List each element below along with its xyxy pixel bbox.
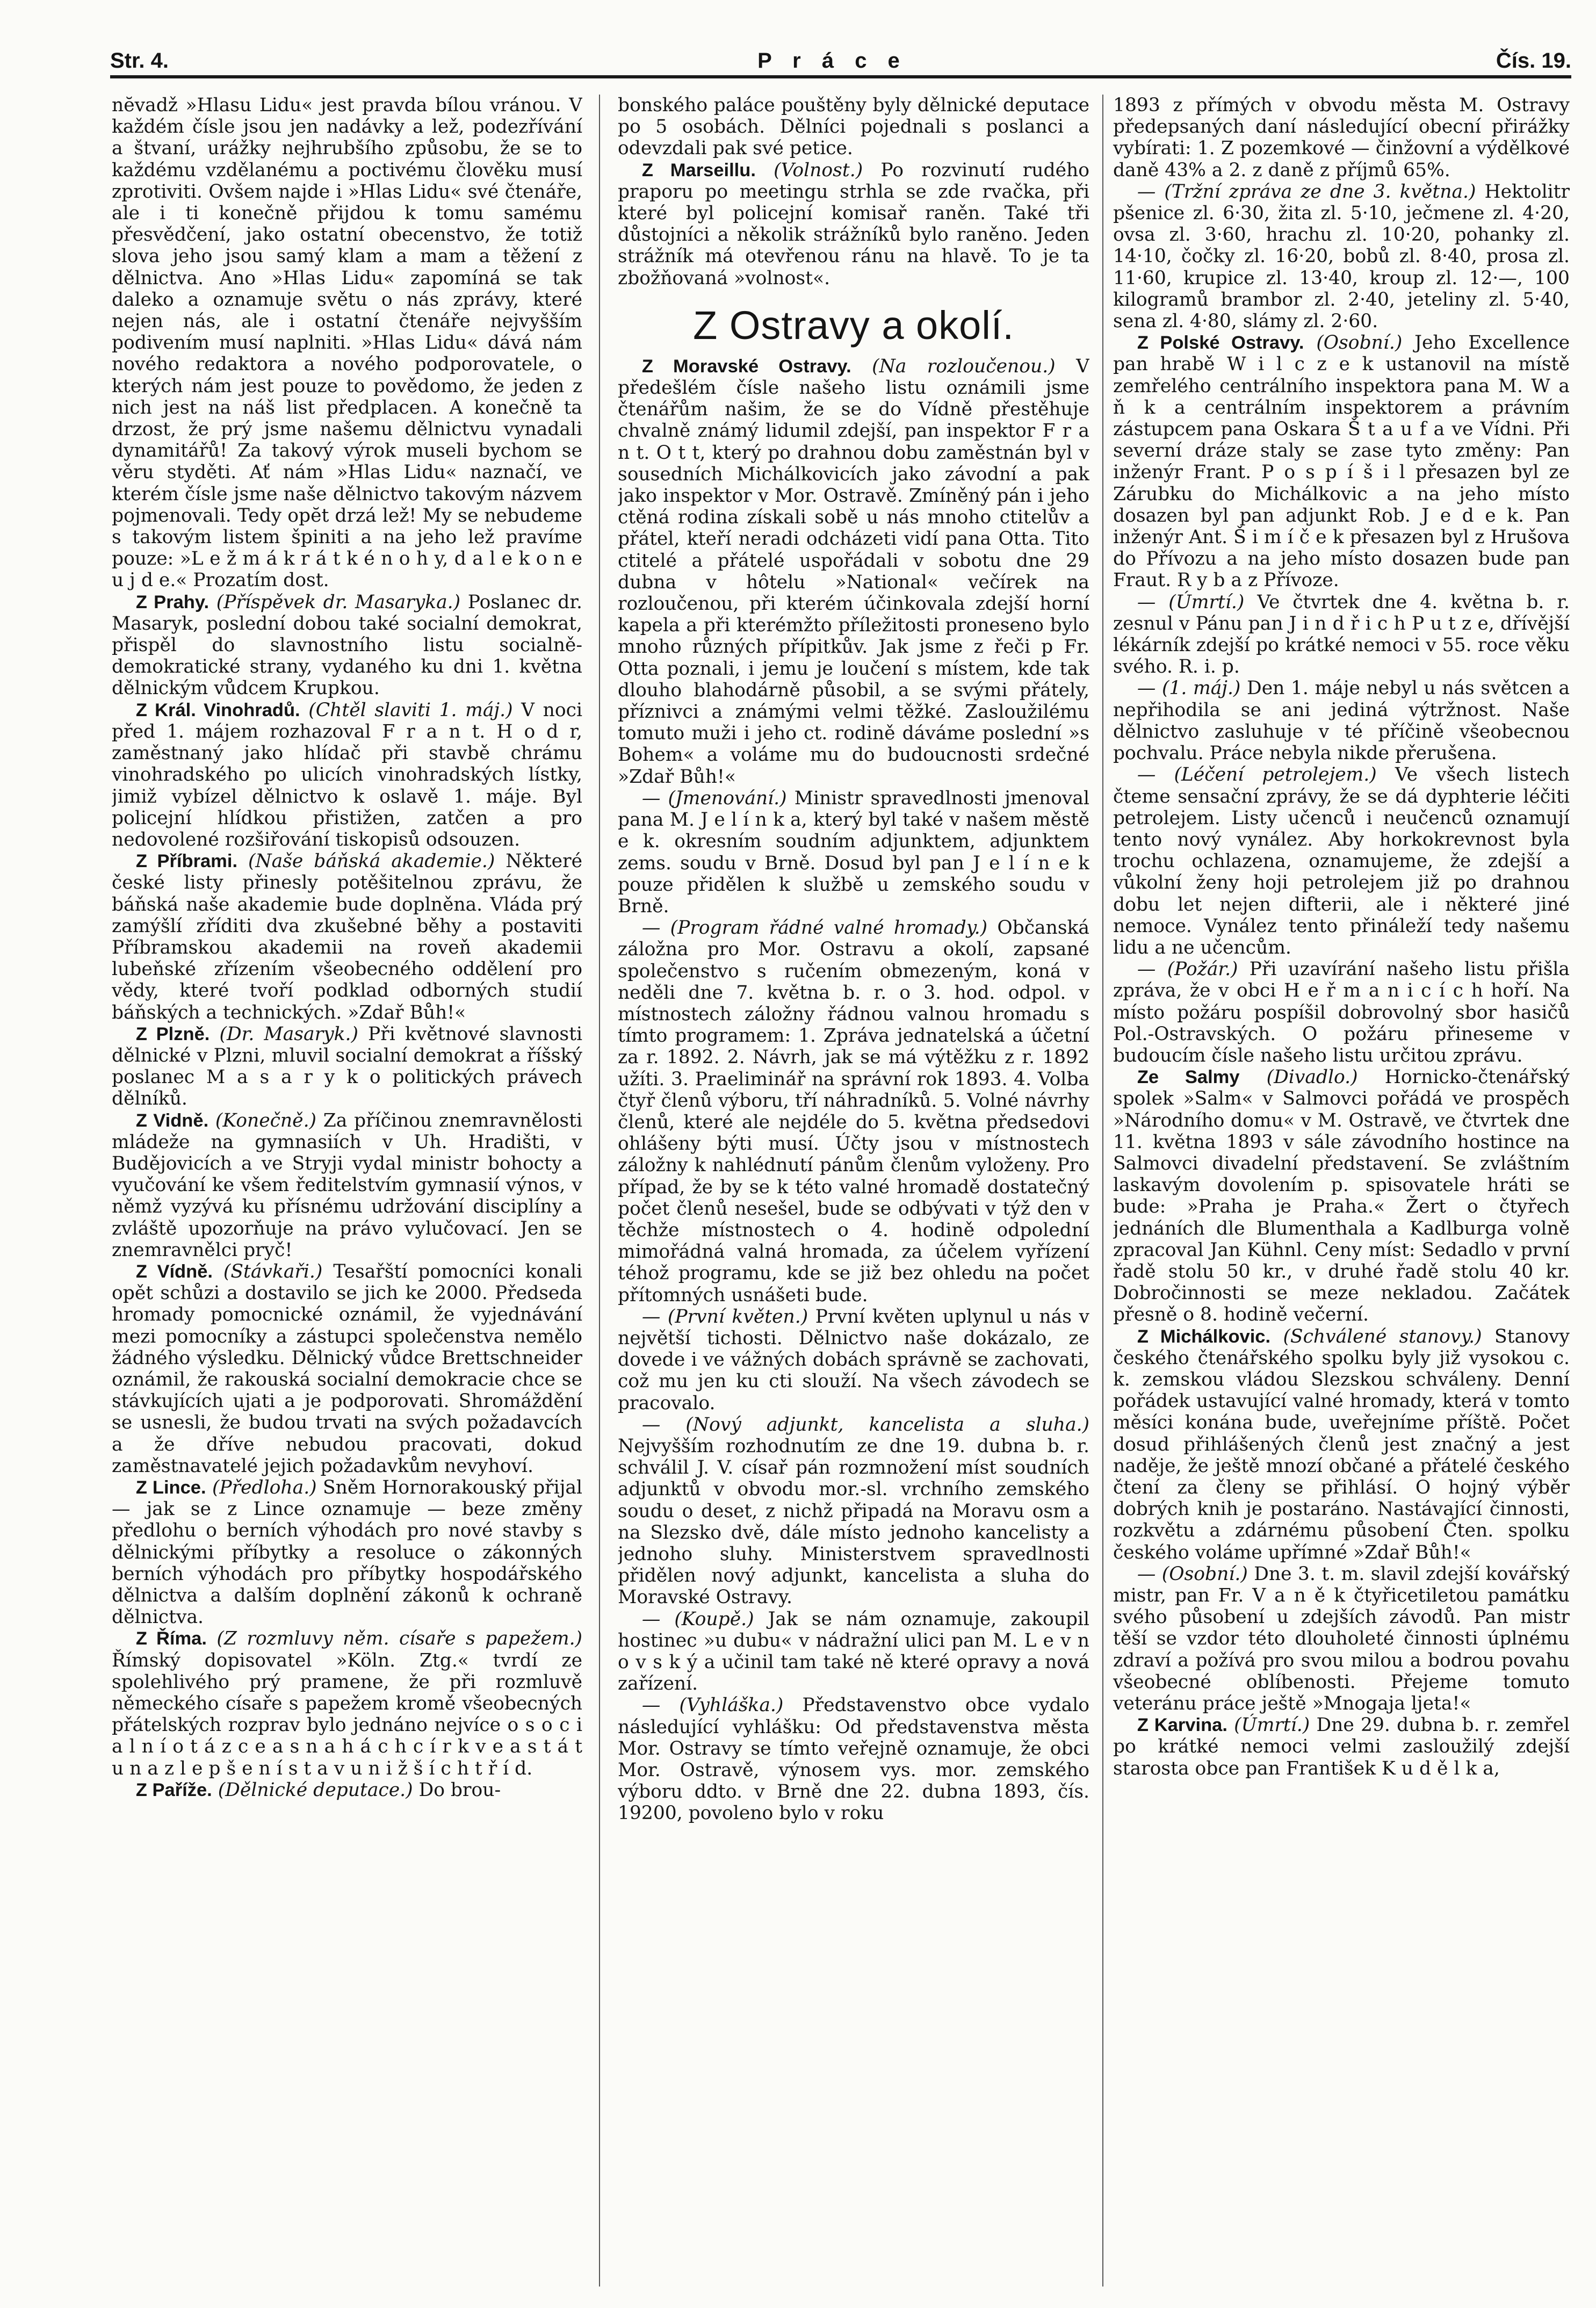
news-item — [1113, 1714, 1570, 1779]
news-item — [1113, 1326, 1570, 1563]
item-text: Při květnové slavnosti dělnické v Plzni, mluvil socialní demokrat a říšský poslanec M a s a r y k o politických právech dělníků. — [112, 1023, 582, 1110]
news-item — [112, 1261, 582, 1477]
article-continuation: nĕvadž »Hlasu Lidu« jest pravda bílou vránou. V každém čísle jsou jen nadávky a lež, podezřívání a štvaní, urážky nejhrubšího způsobu, že se to každému vzdělanému a poctivému člověku musí zprotiviti. Ovšem najde i »Hlas Lidu« své čtenáře, ale i ti konečně přijdou k tomu samému přesvědčení, jako ostatní obecenstvo, že totiž slova jeho jsou samý klam a mam a těžení z dělnictva. Ano »Hlas Lidu« zapomíná se tak daleko a oznamuje světu o nás zprávy, které nejen nás, ale i ostatní čtenáře nejvyšším podivením musí naplniti. »Hlas Lidu« dává nám nového redaktora a nového podporovatele, o kterých nám jest pouze to povědomo, že jeden z nich jest na náš list předplacen. A konečně ta drzost, že prý jsme našemu dělnictvu vynadali dynamitářů! Za takový výrok museli bychom se věru styděti. Ať nám »Hlas Lidu« naznačí, ve kterém čísle jsme naše dělnictvo takovým názvem pojmenovali. Tedy opĕt drzá lež! My se nebudeme s takovým listem špiniti a na jeho lež pravíme pouze: »L e ž m á k r á t k é n o h y, d a l e k o n e u j d e.« Prozatím dost. — [112, 95, 582, 592]
column-2 — [618, 95, 1089, 2287]
item-text: Po rozvinutí rudého praporu po meetingu strhla se zde rvačka, při které byl policejní komisař raněn. Také tři důstojníci a několik strážníků bylo raněno. Jeden strážník má otevřenou ránu na hlavě. To je ta zbožňovaná »volnost«. — [618, 159, 1089, 289]
news-item — [112, 1110, 582, 1261]
item-text: Hektolitr pšenice zl. 6·30, žita zl. 5·10, ječmene zl. 4·20, ovsa zl. 3·60, hrachu zl. 10·20, pohanky zl. 14·10, čočky zl. 16·20, bobů zl. 8·40, prosa zl. 11·60, krupice zl. 13·40, kroup zl. 12·—, 100 kilogramů brambor zl. 2·40, jeteliny zl. 5·40, sena zl. 4·80, slámy zl. 2·60. — [1113, 181, 1570, 333]
item-title: — (Koupě.) — [641, 1608, 754, 1630]
header-rule — [110, 75, 1571, 78]
dateline: Z Karvina. — [1137, 1715, 1227, 1736]
news-item — [618, 1609, 1089, 1695]
news-item — [1113, 592, 1570, 678]
item-text: Představenstvo obce vydalo následující vyhlášku: Od představenstva města Mor. Ostravy se tímto veřejně oznamuje, že obci Mor. Ostravě, výnosem vys. mor. zemského výboru ddto. v Brně dne 22. dubna 1893, čís. 19200, povoleno bylo v roku — [618, 1694, 1089, 1824]
item-text: Sněm Hornorakouský přijal — jak se z Lince oznamuje — beze změny předlohu o berních výhodách pro nové stavby s dělnickými příbytky a resoluce o zákonných berních výhodách pro příbytky hospodářského dělnictva a dalším doplnění zákonů k ochraně dělnictva. — [112, 1477, 582, 1628]
item-text: Dne 29. dubna b. r. zemřel po krátké nemoci velmi zasloužilý zdejší starosta obce pan František K u d ě l k a, — [1113, 1714, 1570, 1779]
item-text: Římský dopisovatel »Köln. Ztg.« tvrdí ze spolehlivého prý pramene, že při rozmluvě německého císaře s papežem kromě všeobecných přátelských rozprav bylo jednáno nejvíce o s o c i a l n í o t á z c e a s n a h á c h c í r k v e a s t á t u n a z l e p š e n í s t a v u n i ž š í c h t ř í d. — [112, 1649, 582, 1779]
dateline: Z Paříže. — [135, 1779, 212, 1800]
item-text: Při uzavírání našeho listu přišla zpráva, že v obci H e ř m a n i c í c h hoří. Na místo požáru pospíšil dobrovolný sbor hasičů Pol.-Ostravských. O požáru přineseme v budoucím čísle našeho listu určitou zprávu. — [1113, 958, 1570, 1066]
news-item — [618, 1306, 1089, 1414]
item-title: — (Tržní zpráva ze dne 3. května.) — [1137, 181, 1476, 203]
news-item — [1113, 1066, 1570, 1325]
item-text: Nejvyšším rozhodnutím ze dne 19. dubna b. r. schválil J. V. císař pán rozmnožení míst soudních adjunktů v obvodu mor.-sl. vrchního zemského soudu o deset, z nichž připadá na Moravu osm a na Slezsko dvě, dále místo jednoho kancelisty a jednoho sluhy. Ministerstvem spravedlnosti přidělen nový adjunkt, kancelista a sluha do Moravské Ostravy. — [618, 1435, 1089, 1609]
item-text: Jeho Excellence pan hrabě W i l c z e k ustanovil na místě zemřelého centrálního inspektora pana M. W a ň k a centrálním inspektorem a právním zástupcem pana Oskara Š t a u f a ve Vídni. Při severní dráze staly se zase tyto změny: Pan inženýr Frant. P o s p í š i l přesazen byl ze Zárubku do Michálkovic a na jeho místo dosazen byl pan adjunkt Rob. J e d e k. Pan inženýr Ant. Š i m í č e k přesazen byl z Hrušova do Přívozu a na jeho místo dosazen bude pan Fraut. R y b a z Přívoze. — [1113, 332, 1570, 592]
item-title: — (Nový adjunkt, kancelista a sluha.) — [641, 1413, 1089, 1436]
item-text: Ve všech listech čteme sensační zprávy, že se dá dyphterie léčiti petrolejem. Listy učenců i neučenců oznamují tento nový vynález. Aby horkokrevnost byla trochu ochlazena, oznamujeme, že zdejší a vůkolní ženy hoji petrolejem již po drahnou dobu let nejen difterii, ale i některé jiné nemoce. Vynález tento přináleží tedy našemu lidu a ne učencům. — [1113, 764, 1570, 958]
newspaper-title: P r á c e — [757, 49, 907, 73]
dateline: Z Lince. — [135, 1477, 206, 1498]
dateline: Ze Salmy — [1137, 1067, 1240, 1088]
column-3 — [1113, 95, 1570, 2287]
item-text: Do brou- — [418, 1779, 501, 1801]
item-title: (Osobní.) — [1316, 332, 1403, 354]
item-text: Ve čtvrtek dne 4. května b. r. zesnul v Pánu pan J i n d ř i c h P u t z e, dřívější lékárník zdejší po krátké nemoci v 55. roce věku svého. R. i. p. — [1113, 591, 1570, 678]
item-text: Dne 3. t. m. slavil zdejší kovářský mistr, pan Fr. V a n ě k čtyřicetiletou památku svého působení u zdejších závodů. Pan mistr těší se vzdor této dlouholeté činnosti úplnému zdraví a požívá pro svou milou a bodrou povahu všeobecné oblíbenosti. Přejeme tomuto veteránu práce ještě »Mnogaja ljeta!« — [1113, 1563, 1570, 1715]
item-text: V noci před 1. májem rozhazoval F r a n t. H o d r, zaměstnaný jako hlídač při stavbě chrámu vinohradského po ulicích vinohradských lístky, jimiž vybízel dělnictvo k oslavě 1. máje. Byl policejní hlídkou přistižen, zatčen a pro nedovolené rozšiřování tiskopisů odsouzen. — [112, 699, 582, 850]
column-divider — [1102, 95, 1103, 2287]
news-item — [618, 356, 1089, 788]
item-title: — (Úmrtí.) — [1137, 591, 1245, 613]
item-text: Občanská záložna pro Mor. Ostravu a okolí, zapsané společenstvo s ručením obmezeným, koná v neděli dne 7. května b. r. o 3. hod. odpol. v místnostech záložny řádnou valnou hromadu s tímto programem: 1. Zpráva jednatelská a účetní za r. 1892. 2. Návrh, jak se má výtěžku z r. 1892 užíti. 3. Praeliminář na správní rok 1893. 4. Volba čtyř členů výboru, tří náhradníků. 5. Volné návrhy členů, které ale nejdéle do 5. května předsedovi ohlášeny býti musí. Účty jsou v místnostech záložny k nahlédnutí pánům členům vyloženy. Pro případ, že by se k této valné hromadě dostatečný počet členů nesešel, bude se odbývati v týž den v těchže místnostech o 4. hodině odpolední mimořádná valná hromada, za účelem vyřízení téhož programu, kde se již bez ohledu na počet přítomných usnášeti bude. — [618, 917, 1089, 1306]
news-item — [112, 1477, 582, 1628]
news-item — [112, 1628, 582, 1779]
item-title: — (Program řádné valné hromady.) — [641, 917, 988, 939]
news-item — [112, 699, 582, 850]
page-number: Str. 4. — [110, 49, 169, 73]
item-title: (Dělnické deputace.) — [218, 1779, 413, 1801]
dateline: Z Polské Ostravy. — [1137, 333, 1304, 354]
dateline: Z Vídně. — [135, 1261, 213, 1282]
item-title: (Na rozloučenou.) — [872, 355, 1056, 377]
item-title: — (Požár.) — [1137, 958, 1238, 980]
news-item — [1113, 764, 1570, 958]
item-text: Poslanec dr. Masaryk, poslední dobou také socialní demokrat, přispěl do slavnostního listu socialně-demokratické strany, vydaného ku dni 1. května dělnickým vůdcem Krupkou. — [112, 591, 582, 699]
dateline: Z Prahy. — [135, 592, 210, 612]
news-item — [112, 850, 582, 1023]
dateline: Z Vidně. — [135, 1110, 209, 1131]
item-text: První květen uplynul u nás v největší tichosti. Dělnictvo naše dokázalo, ze dovede i ve vážných dobách správně se zachovati, což mu jen ku cti slouží. Na všech závodech se pracovalo. — [618, 1306, 1089, 1414]
item-title: (Dr. Masaryk.) — [219, 1023, 358, 1045]
column-divider — [599, 95, 600, 2287]
column-1 — [112, 95, 582, 2287]
item-text: Tesařští pomocníci konali opět schůzi a dostavilo se jich ke 2000. Předseda hromady pomocnické oznámil, že vyjednávání mezi pomocníky a zástupci společenstva nemělo žádného výsledku. Dělnický vůdce Brettschneider oznámil, že rakouská socialní demokracie chce se stávkujících ujati a je podporovati. Shromáždění se usnesli, že budou trvati na svých požadavcích a že dříve nebudou pracovati, dokud zaměstnavatelé jejich požadavkům nevyhoví. — [112, 1260, 582, 1477]
item-title: (Schválené stanovy.) — [1283, 1325, 1482, 1347]
issue-number: Čís. 19. — [1496, 49, 1571, 73]
item-title: (Divadlo.) — [1266, 1066, 1358, 1088]
dateline: Z Moravské Ostravy. — [641, 356, 851, 377]
news-item — [112, 592, 582, 699]
news-item — [618, 1694, 1089, 1824]
item-title: (Volnost.) — [774, 159, 863, 181]
news-item — [1113, 181, 1570, 332]
news-item — [1113, 677, 1570, 764]
news-item — [618, 1414, 1089, 1609]
news-item — [618, 917, 1089, 1306]
dateline: Z Marseillu. — [641, 160, 756, 181]
item-title: (Naše báňská akademie.) — [248, 850, 495, 872]
news-item — [1113, 1563, 1570, 1714]
item-title: — (První květen.) — [641, 1306, 808, 1328]
article-continuation: 1893 z přímých v obvodu města M. Ostravy předepsaných daní následující obecní přirážky vybírati: 1. Z pozemkové — činžovní a výdělkové daně 43% a 2. z daně z příjmů 65%. — [1113, 95, 1570, 181]
item-text: Ministr spravedlnosti jmenoval pana M. J e l í n k a, který byl také v našem městě e k. okresním soudním adjunktem, adjunktem zems. soudu v Brně. Dosud byl pan J e l í n e k pouze přidělen k službě u zemského soudu v Brně. — [618, 787, 1089, 917]
item-title: — (Léčení petrolejem.) — [1137, 764, 1377, 786]
page-header — [110, 42, 1571, 73]
dateline: Z Příbrami. — [135, 851, 238, 872]
dateline: Z Michálkovic. — [1137, 1326, 1271, 1347]
item-title: (Z rozmluvy něm. císaře s papežem.) — [216, 1628, 582, 1650]
item-text: Stanovy českého čtenářského spolku byly již vysokou c. k. zemskou vládou Slezskou schváleny. Denní pořádek ustavující valné hromady, která v tomto měsíci konána bude, uveřejníme příště. Počet dosud přihlášených členů jest značný a jest naděje, že ještě mnozí občané a přátelé českého čtení za členy se přihlásí. O hojný výběr dobrých knih je postaráno. Nastávající činnosti, rozkvětu a zdárnému působení Čten. spolku českého voláme upřímné »Zdař Bůh!« — [1113, 1325, 1570, 1563]
item-title: (Příspěvek dr. Masaryka.) — [216, 591, 461, 613]
item-text: Jak se nám oznamuje, zakoupil hostinec »u dubu« v nádražní ulici pan M. L e v n o v s k ý a učinil tam také ně které opravy a nová zařízení. — [618, 1608, 1089, 1695]
item-text: V předešlém čísle našeho listu oznámili jsme čtenářům našim, že se do Vídně přestěhuje chvalně známý lidumil zdejší, pan inspektor F r a n t. O t t, který po drahnou dobu zaměstnán byl v sousedních Michálkovicích jako závodní a pak jako inspektor v Mor. Ostravě. Zmíněný pán i jeho ctěná rodina získali sobě u nás mnoho ctitelův a přátel, kteří neradi odcházeti vidí pana Otta. Tito ctitelé a přátelé uspořádali v sobotu dne 29 dubna v hôtelu »National« večírek na rozloučenou, při kterém účinkovala zdejší horní kapela a při kterémžto příležitosti proneseno bylo mnoho různých přípitkův. Jak jsme z řeči p Fr. Otta poznali, i jemu je loučení s místem, kde tak dlouho blahodárně působil, a se svými přátely, příznivci a známými velmi těžké. Zasloužilému tomuto muži i jeho ct. rodině dáváme poslední »s Bohem« a voláme mu do budoucnosti srdečné »Zdař Bůh!« — [618, 355, 1089, 788]
dateline: Z Král. Vinohradů. — [135, 699, 300, 720]
item-title: — (Osobní.) — [1137, 1563, 1248, 1585]
dateline: Z Říma. — [135, 1628, 207, 1649]
item-title: (Chtěl slaviti 1. máj.) — [308, 699, 513, 721]
item-title: — (Vyhláška.) — [641, 1694, 784, 1716]
item-title: (Stávkaři.) — [223, 1260, 323, 1282]
news-item — [618, 160, 1089, 289]
dateline: Z Plzně. — [135, 1023, 210, 1044]
news-item — [112, 1023, 582, 1110]
article-continuation: bonského paláce pouštěny byly dělnické deputace po 5 osobách. Dělníci pojednali s poslanci a odevzdali pak své petice. — [618, 95, 1089, 160]
news-item — [618, 788, 1089, 917]
news-item — [1113, 958, 1570, 1066]
item-text: Některé české listy přinesly potěšitelnou zprávu, že báňská naše akademie bude doplněna. Vláda prý zamýšlí zříditi dva zkušebné běhy a postaviti Příbramskou akademii na roveň akademii lubeňské zřízením všeobecného oddělení pro vědy, které tvoří podklad odborných studií báňských a technických. »Zdař Bůh!« — [112, 850, 582, 1023]
item-title: — (1. máj.) — [1137, 677, 1241, 699]
news-item — [112, 1779, 582, 1801]
item-text: Hornicko-čtenářský spolek »Salm« v Salmovci pořádá ve prospěch »Národního domu« v M. Ostravě, ve čtvrtek dne 11. května 1893 v sále závodního hostince na Salmovci divadelní představení. Se zvláštním laskavým dovolením p. spisovatele hráti se bude: »Praha je Praha.« Žert o čtyřech jednáních dle Blumenthala a Kadlburga volně zpracoval Jan Kühnl. Ceny míst: Sedadlo v první řadě stolu 50 kr., v druhé řadě stolu 40 kr. Dobročinnosti se meze nekladou. Začátek přesně o 8. hodině večerní. — [1113, 1066, 1570, 1326]
item-text: Den 1. máje nebyl u nás světcen a nepřihodila se ani jediná výtržnost. Naše dělnictvo zasluhuje v té příčině všeobecnou pochvalu. Práce nebyla nikde přerušena. — [1113, 677, 1570, 764]
item-text: Za příčinou znemravnělosti mládeže na gymnasiích v Uh. Hradišti, v Budějovicích a ve Stryji vydal ministr bohocty a vyučování ke všem ředitelstvím gymnasií výnos, v němž vyzývá ku přísnému udržování disciplíny a zvláště upozorňuje na právo vylučovací. Jen se znemravnělci pryč! — [112, 1109, 582, 1261]
item-title: (Konečně.) — [215, 1109, 316, 1131]
item-title: (Předloha.) — [212, 1477, 317, 1498]
item-title: — (Jmenování.) — [641, 787, 787, 809]
section-heading: Z Ostravy a okolí. — [693, 302, 1014, 348]
item-title: (Úmrtí.) — [1234, 1714, 1310, 1736]
news-item — [1113, 332, 1570, 591]
